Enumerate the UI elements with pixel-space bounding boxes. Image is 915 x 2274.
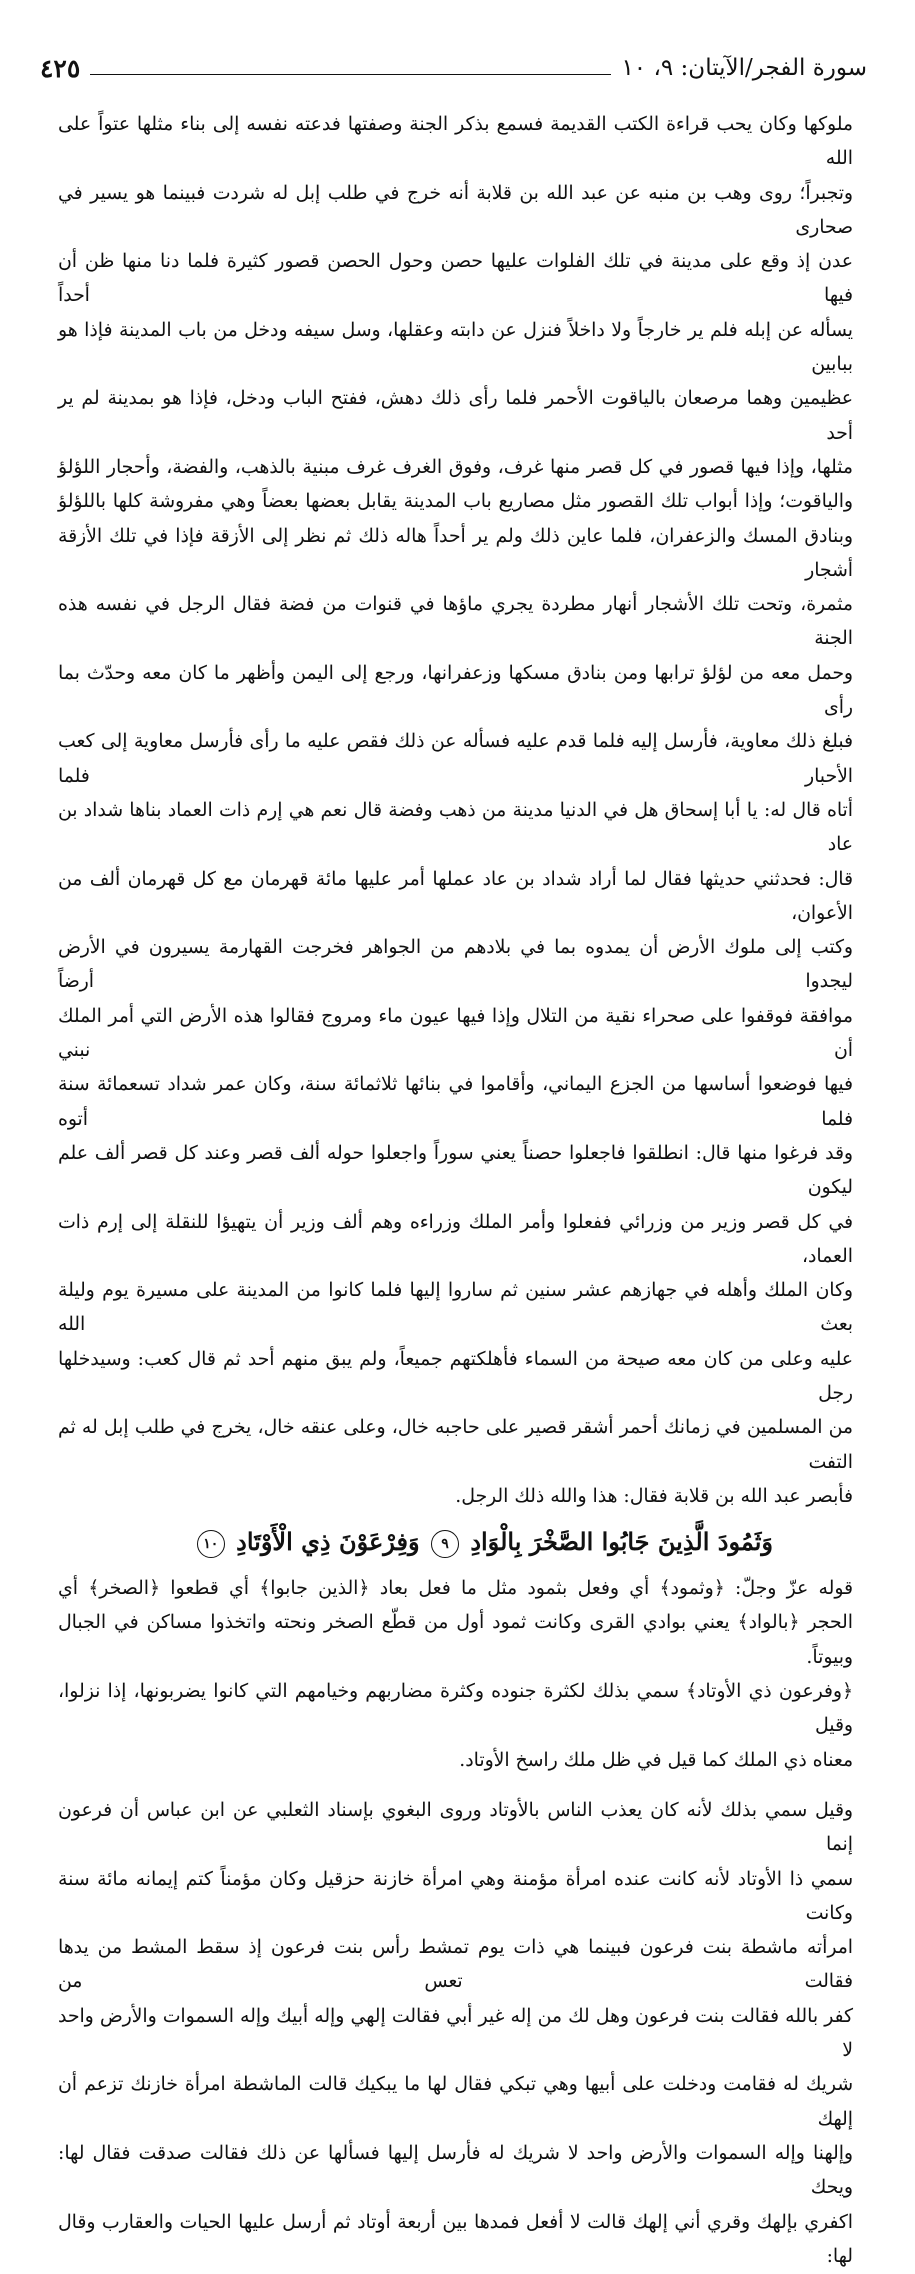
- page-header: [40, 48, 867, 88]
- text-line: فأبصر عبد الله بن قلابة فقال: هذا والله ذلك الرجل.: [455, 1485, 853, 1507]
- commentary-block-2: [58, 1572, 853, 1778]
- text-line: ﴿وفرعون ذي الأوتاد﴾ سمي بذلك لكثرة جنوده وكثرة مضاربهم وخيامهم التي كانوا يضربونها، إذا نزلوا، وقيل: [58, 1681, 853, 1737]
- text-line: فيها فوضعوا أساسها من الجزع اليماني، وأقاموا في بنائها ثلاثمائة سنة، وكان عمر شداد تسعمائة سنة فلما أتوه: [58, 1074, 853, 1130]
- commentary-block-1: [58, 108, 853, 1514]
- text-line: وقيل سمي بذلك لأنه كان يعذب الناس بالأوتاد وروى البغوي بإسناد الثعلبي عن ابن عباس أن فرعون إنما: [58, 1799, 853, 1856]
- text-line: وكتب إلى ملوك الأرض أن يمدوه بما في بلادهم من الجواهر فخرجت القهارمة يسيرون في الأرض ليجدوا أرضاً: [58, 937, 853, 993]
- text-line: سمي ذا الأوتاد لأنه كانت عنده امرأة مؤمنة وهي امرأة خازنة حزقيل وكان مؤمناً كتم إيمانه مائة سنة وكانت: [58, 1868, 853, 1924]
- text-line: يسأله عن إبله فلم ير خارجاً ولا داخلاً فنزل عن دابته وعقلها، وسل سيفه ودخل من باب المدينة فإذا هو ببابين: [58, 319, 853, 376]
- text-line: وإلهنا وإله السموات والأرض واحد لا شريك له فأرسل إليها فسألها عن ذلك فقالت صدقت فقال لها: ويحك: [58, 2142, 853, 2199]
- page-body: [58, 108, 853, 2274]
- text-line: وكان الملك وأهله في جهازهم عشر سنين ثم ساروا إليها فلما كانوا من المدينة على مسيرة يوم وليلة بعث الله: [58, 1280, 853, 1336]
- text-line: عدن إذ وقع على مدينة في تلك الفلوات عليها حصن وحول الحصن قصور كثيرة فلما دنا منها ظن أن فيها أحداً: [58, 251, 853, 307]
- verse-number-9: ٩: [431, 1530, 459, 1558]
- text-line: والياقوت؛ وإذا أبواب تلك القصور مثل مصاريع باب المدينة يقابل بعضها بعضاً وهي مفروشة كلها باللؤلؤ: [58, 491, 853, 513]
- quran-verse: [58, 1520, 853, 1564]
- text-line: اكفري بإلهك وقري أني إلهك قالت لا أفعل فمدها بين أربعة أوتاد ثم أرسل عليها الحيات والعقارب وقال لها:: [58, 2211, 853, 2267]
- text-line: عظيمين وهما مرصعان بالياقوت الأحمر فلما رأى ذلك دهش، ففتح الباب ودخل، فإذا هو بمدينة لم ير أحد: [58, 388, 853, 444]
- text-line: قوله عزّ وجلّ: ﴿وثمود﴾ أي وفعل بثمود مثل ما فعل بعاد ﴿الذين جابوا﴾ أي قطعوا ﴿الصخر﴾ أي: [58, 1578, 853, 1600]
- text-line: من المسلمين في زمانك أحمر أشقر قصير على حاجبه خال، وعلى عنقه خال، يخرج في طلب إبل له ثم التفت: [58, 1417, 853, 1473]
- paragraph-gap: [58, 1778, 853, 1794]
- running-title: سورة الفجر/الآيتان: ٩، ١٠: [621, 55, 867, 81]
- header-rule: [90, 74, 611, 75]
- verse-number-10: ١٠: [197, 1530, 225, 1558]
- text-line: في كل قصر وزير من وزرائي ففعلوا وأمر الملك وزراءه وهم ألف وزير أن يتهيؤا للنقلة إلى إرم ذات العماد،: [58, 1211, 853, 1267]
- text-line: وبنادق المسك والزعفران، فلما عاين ذلك ولم ير أحداً هاله ذلك ثم نظر إلى الأزقة فإذا في تلك الأزقة أشجار: [58, 525, 853, 581]
- text-line: مثمرة، وتحت تلك الأشجار أنهار مطردة يجري ماؤها في قنوات من فضة فقال الرجل في نفسه هذه الجنة: [58, 594, 853, 650]
- commentary-block-3: [58, 1794, 853, 2274]
- page-number: ٤٢٥: [40, 53, 81, 83]
- text-line: أتاه قال له: يا أبا إسحاق هل في الدنيا مدينة من ذهب وفضة قال نعم هي إرم ذات العماد بناها شداد بن عاد: [58, 799, 853, 856]
- text-line: شريك له فقامت ودخلت على أبيها وهي تبكي فقال لها ما يبكيك قالت الماشطة امرأة خازنك تزعم أن إلهك: [58, 2074, 853, 2130]
- text-line: معناه ذي الملك كما قيل في ظل ملك راسخ الأوتاد.: [459, 1749, 853, 1771]
- text-line: وقد فرغوا منها قال: انطلقوا فاجعلوا حصناً يعني سوراً واجعلوا حوله ألف قصر وعند كل قصر ألف علم ليكون: [58, 1142, 853, 1199]
- text-line: فبلغ ذلك معاوية، فأرسل إليه فلما قدم عليه فسأله عن ذلك فقص عليه ما رأى فأرسل معاوية إلى كعب الأحبار فلما: [58, 731, 853, 787]
- verse-9-text: وَثَمُودَ الَّذِينَ جَابُوا الصَّخْرَ بِالْوَادِ: [470, 1527, 773, 1557]
- text-line: الحجر ﴿بالواد﴾ يعني بوادي القرى وكانت ثمود أول من قطّع الصخر ونحته واتخذوا مساكن في الجبال وبيوتاً.: [58, 1612, 853, 1668]
- text-line: وحمل معه من لؤلؤ ترابها ومن بنادق مسكها وزعفرانها، ورجع إلى اليمن وأظهر ما كان معه وحدّث بما رأى: [58, 662, 853, 719]
- text-line: وتجبراً؛ روى وهب بن منبه عن عبد الله بن قلابة أنه خرج في طلب إبل له شردت فبينما هو يسير في صحارى: [58, 182, 853, 238]
- text-line: عليه وعلى من كان معه صيحة من السماء فأهلكتهم جميعاً، ولم يبق منهم أحد ثم قال كعب: وسيدخلها رجل: [58, 1348, 853, 1404]
- text-line: كفر بالله فقالت بنت فرعون وهل لك من إله غير أبي فقالت إلهي وإله أبيك وإله السموات والأرض واحد لا: [58, 2005, 853, 2062]
- text-line: قال: فحدثني حديثها فقال لما أراد شداد بن عاد عملها أمر عليها مائة قهرمان مع كل قهرمان ألف من الأعوان،: [58, 868, 853, 924]
- text-line: امرأته ماشطة بنت فرعون فبينما هي ذات يوم تمشط رأس بنت فرعون إذ سقط المشط من يدها فقالت تعس من: [58, 1937, 853, 1993]
- verse-10-text: وَفِرْعَوْنَ ذِي الْأَوْتَادِ: [236, 1527, 420, 1557]
- text-line: موافقة فوقفوا على صحراء نقية من التلال وإذا فيها عيون ماء ومروج فقالوا هذه الأرض التي أمر الملك أن نبني: [58, 1005, 853, 1062]
- text-line: مثلها، وإذا فيها قصور في كل قصر منها غرف، وفوق الغرف غرف مبنية بالذهب، والفضة، وأحجار اللؤلؤ: [58, 456, 853, 478]
- text-line: ملوكها وكان يحب قراءة الكتب القديمة فسمع بذكر الجنة وصفتها فدعته نفسه إلى بناء مثلها عتواً على الله: [58, 114, 853, 170]
